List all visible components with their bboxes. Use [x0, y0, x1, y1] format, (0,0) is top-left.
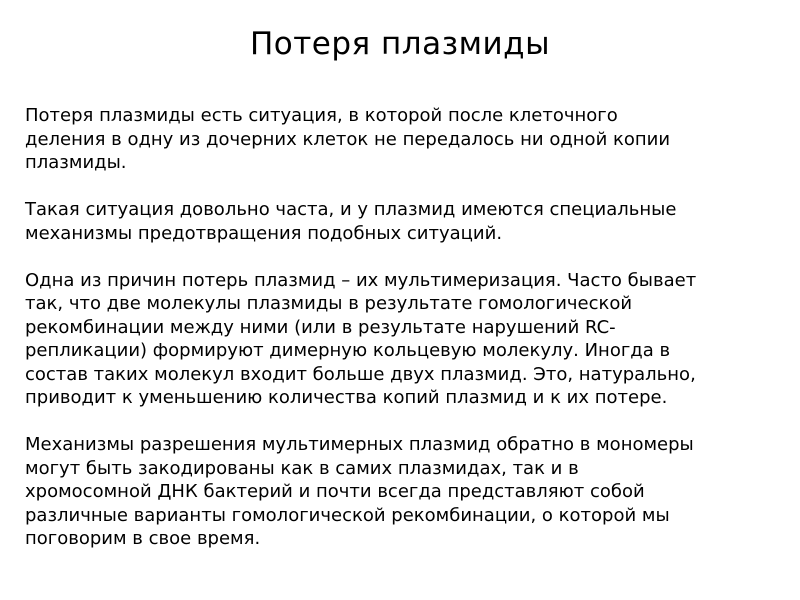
paragraph-frequency [25, 198, 785, 245]
text-line: Механизмы разрешения мультимерных плазмид обратно в мономеры [25, 434, 694, 455]
text-line: могут быть закодированы как в самих плазмидах, так и в [25, 457, 579, 479]
text-line: состав таких молекул входит больше двух плазмид. Это, натурально, [25, 363, 696, 385]
text-line: так, что две молекулы плазмиды в результате гомологической [25, 293, 633, 314]
text-line: хромосомной ДНК бактерий и почти всегда представляют собой [25, 481, 645, 502]
text-line: репликации) формируют димерную кольцевую молекулу. Иногда в [25, 340, 671, 361]
text-line: поговорим в свое время. [25, 528, 261, 549]
text-line: приводит к уменьшению количества копий плазмид и к их потере. [25, 387, 668, 408]
text-line: деления в одну из дочерних клеток не передалось ни одной копии [25, 128, 671, 150]
paragraph-definition [25, 104, 785, 175]
text-line: Такая ситуация довольно часта, и у плазмид имеются специальные [25, 199, 677, 220]
text-line: рекомбинации между ними (или в результате нарушений RC- [25, 316, 616, 338]
text-line: различные варианты гомологической рекомбинации, о которой мы [25, 504, 670, 526]
text-line: плазмиды. [25, 152, 127, 173]
paragraph-resolution-mechanisms [25, 433, 785, 551]
slide-title: Потеря плазмиды [249, 26, 551, 62]
text-line: Потеря плазмиды есть ситуация, в которой после клеточного [25, 105, 618, 126]
slide-body [25, 104, 785, 551]
paragraph-multimerization [25, 269, 785, 410]
text-line: Одна из причин потерь плазмид – их мультимеризация. Часто бывает [25, 269, 697, 291]
text-line: механизмы предотвращения подобных ситуаций. [25, 222, 503, 244]
